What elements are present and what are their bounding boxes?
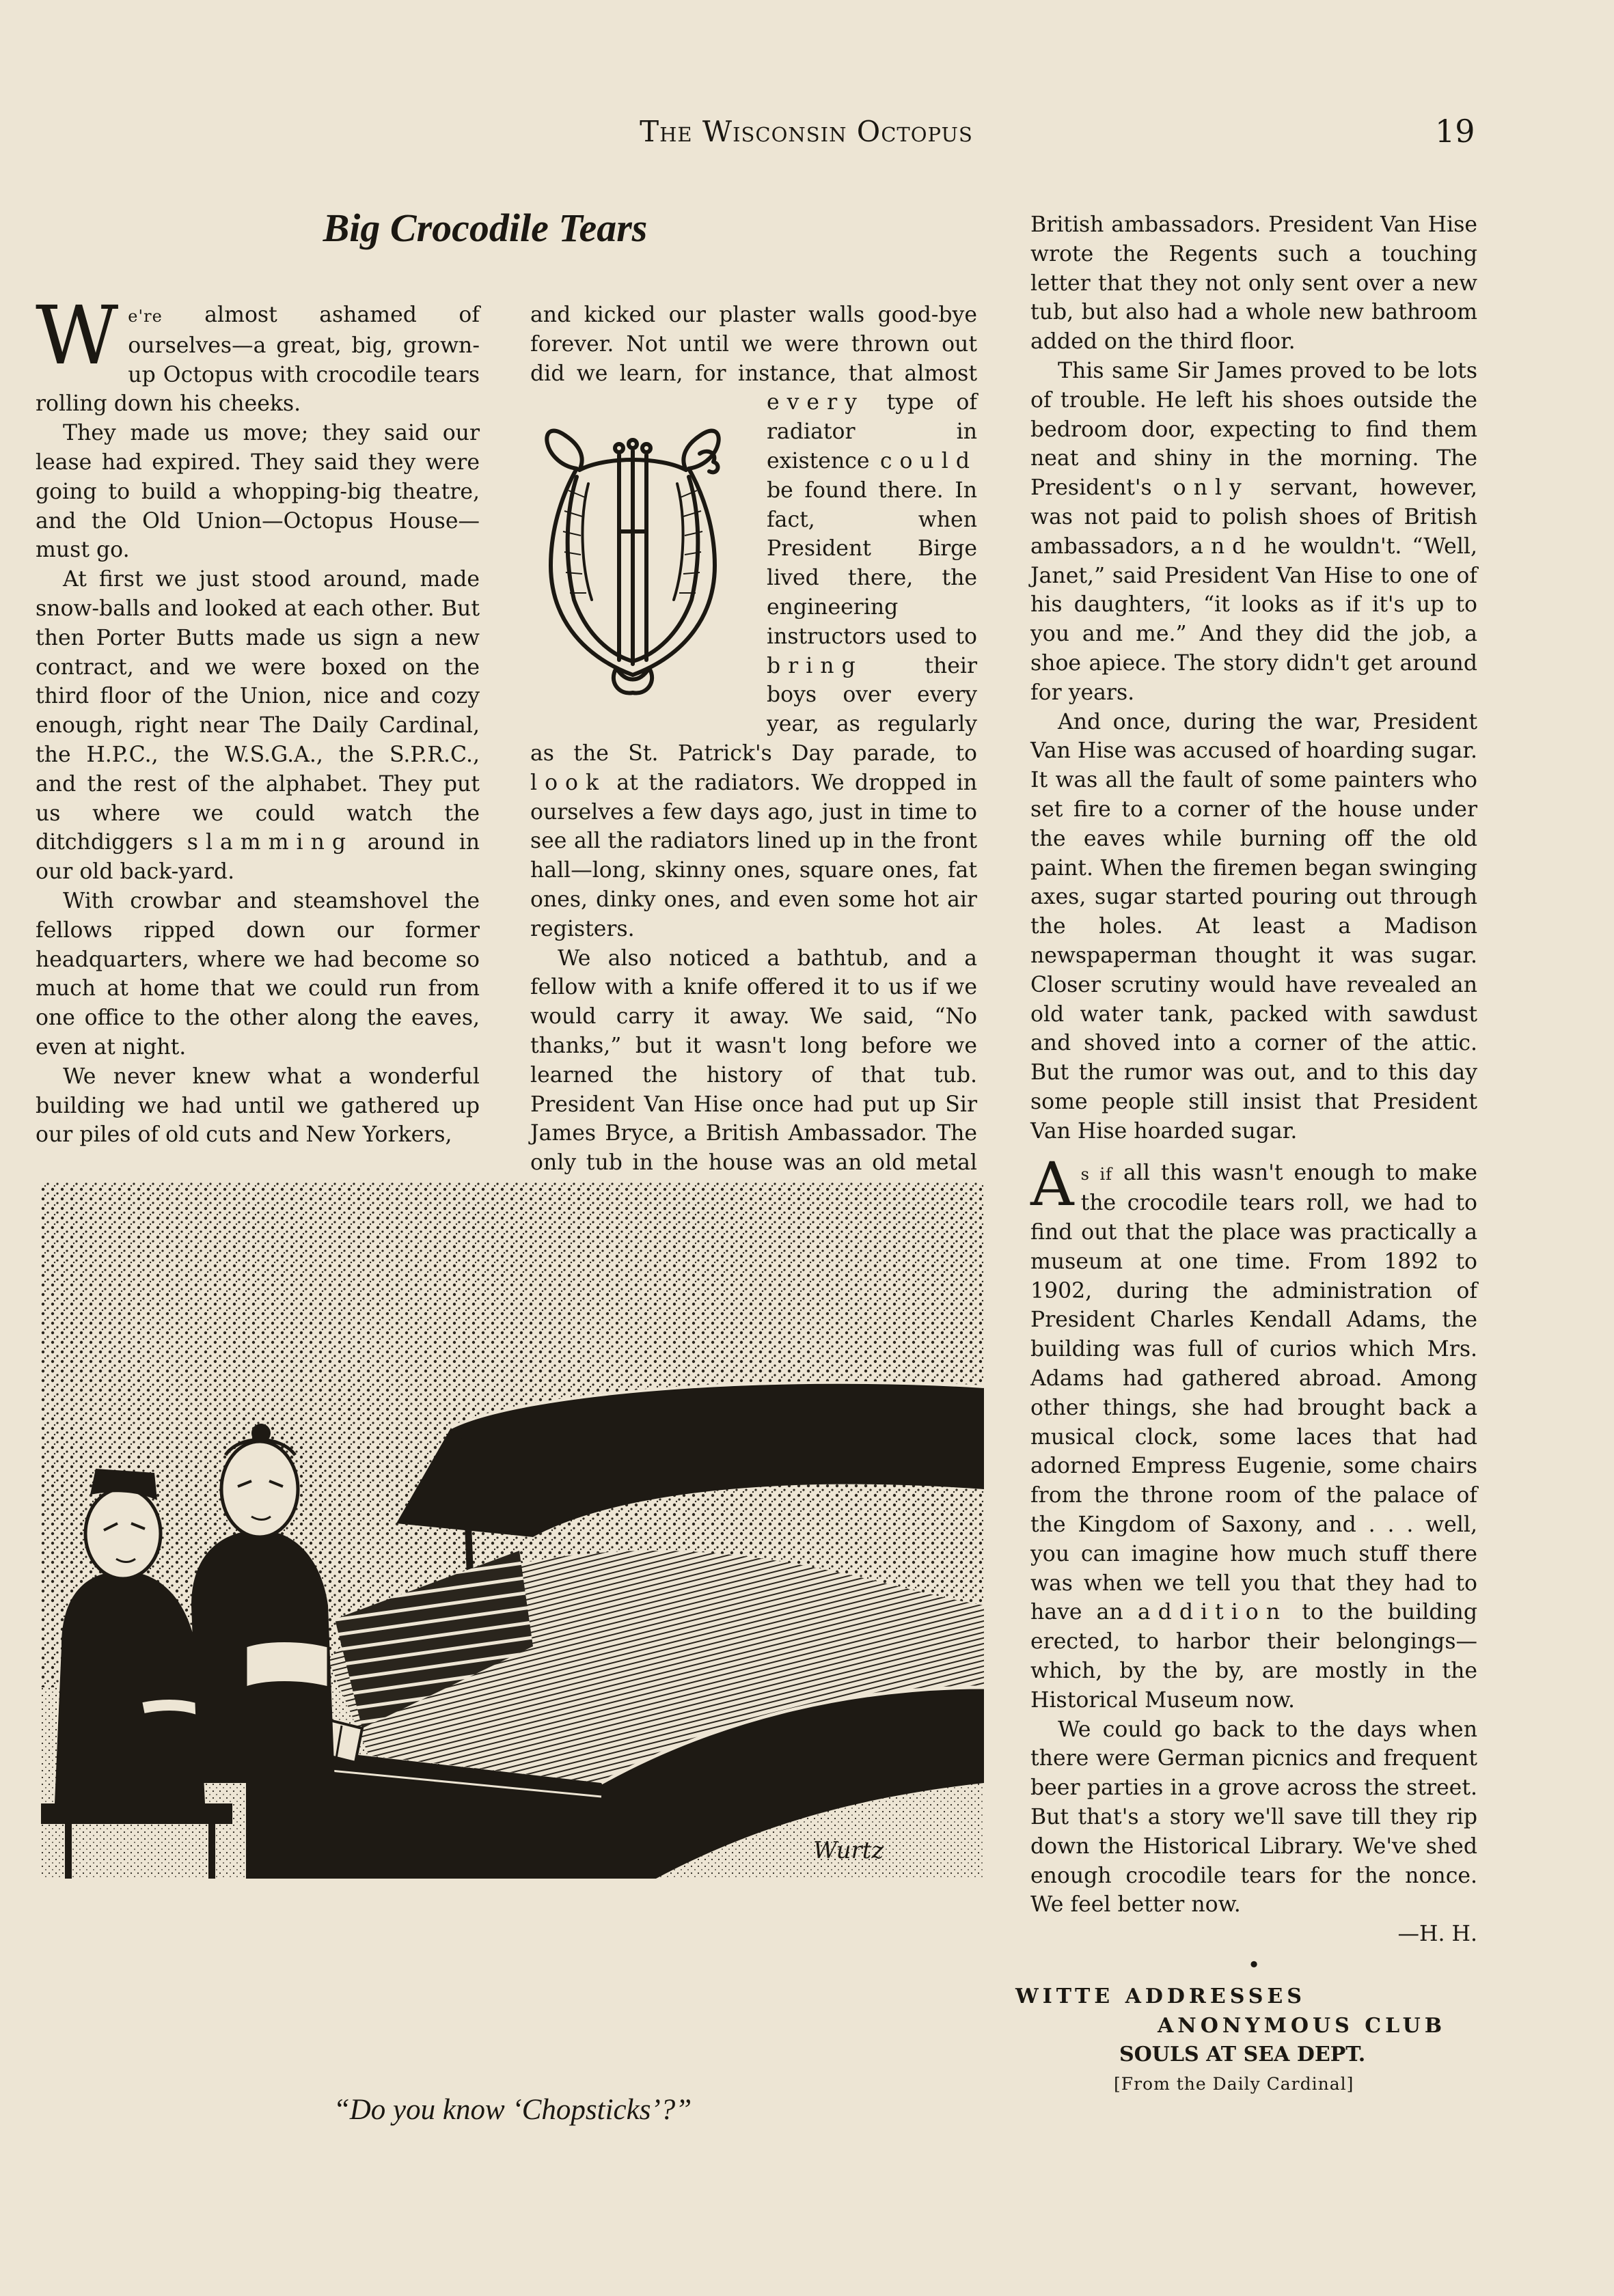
paragraph: We never knew what a wonderful building we had until we gathered up our piles of old cuts and New Yorkers, <box>36 1064 480 1148</box>
clipping-line: ANONYMOUS CLUB <box>1158 2013 1447 2038</box>
paragraph <box>1030 357 1477 708</box>
cartoon-signature: Wurtz <box>813 1837 884 1864</box>
spaced-word: and <box>1190 534 1254 559</box>
article-column-2 <box>530 301 977 1265</box>
paragraph-text: to the building erected, to harbor their belongings—which, by the by, are mostly in the Historical Museum now. <box>1030 1600 1477 1713</box>
article-column-3 <box>1015 210 1477 2099</box>
clipping-box <box>1015 1982 1477 2099</box>
spaced-word: could <box>879 448 977 473</box>
article-title: Big Crocodile Tears <box>323 206 648 250</box>
paragraph-text: almost ashamed of ourselves—a great, big, grown-up Octopus with crocodile tears rolling down his cheeks. <box>36 303 480 417</box>
paragraph: They made us move; they said our lease had expired. They said they were going to build a whopping-big theatre, and the Old Union—Octopus House—must go. <box>36 421 480 563</box>
paragraph-text: at the radiators. We dropped in ourselves a few days ago, just in time to see all the radiators lined up in the front hall—long, skinny ones, square ones, fat ones, dinky ones, and even some hot air registers. <box>530 770 977 941</box>
paragraph-text: This same Sir James proved to be lots of trouble. He left his shoes outside the bedroom door, expecting to find them neat and shiny in the morning. The President's <box>1030 358 1477 501</box>
drop-cap: A <box>1030 1148 1074 1219</box>
spaced-word: addition <box>1137 1600 1288 1625</box>
page-number: 19 <box>1435 113 1475 150</box>
paragraph: And once, during the war, President Van Hise was accused of hoarding sugar. It was all the fault of some painters who set fire to a corner of the house under the eaves while burning off the old paint. When the firemen began swinging axes, sugar started pouring out through the holes. At least a Madison newspaperman thought it was sugar. Closer scrutiny would have revealed an old water tank, packed with sawdust and shoved into a corner of the attic. But the rumor was out, and to this day some people still insist that President Van Hise hoarded sugar. <box>1030 709 1477 1144</box>
paragraph <box>530 301 977 944</box>
clipping-line: SOULS AT SEA DEPT. <box>1119 2043 1366 2067</box>
paragraph-text: be found there. In fact, when President Birge lived there, the engineering instructors used to <box>767 478 977 649</box>
smallcaps-lead: s if <box>1080 1164 1113 1184</box>
lyre-icon <box>523 388 756 713</box>
paragraph-text: around in our old back-yard. <box>36 830 480 885</box>
paragraph-text: all this wasn't enough to make the crocodile tears roll, we had to find out that the place was practically a museum at one time. From 1892 to 1902, during the administration of President Charles Kendall Adams, the building was full of curios which Mrs. Adams had gathered abroad. Among other things, she had brought back a musical clock, some laces that had adorned Empress Eugenie, some chairs from the throne room of the palace of the Kingdom of Saxony, and . . . well, you can imagine how much stuff there was when we tell you that they had to have an <box>1030 1160 1477 1625</box>
spaced-word: only <box>1173 475 1249 501</box>
lyre-illustration <box>530 388 763 713</box>
spaced-word: every <box>767 390 864 415</box>
paragraph: With crowbar and steamshovel the fellows ripped down our former headquarters, where we had become so much at home that we could run from one office to the other along the eaves, even at night. <box>36 888 480 1060</box>
clipping-line: WITTE ADDRESSES <box>1015 1984 1306 2008</box>
paragraph <box>36 565 480 887</box>
paragraph-text: he wouldn't. “Well, Janet,” said President Van Hise to one of his daughters, “it looks as if it's up to you and me.” And they did the job, a shoe apiece. The story didn't get around for years. <box>1030 534 1477 705</box>
separator-bullet: • <box>1247 1952 1261 1978</box>
piano-cartoon-icon <box>41 1168 984 1879</box>
running-title: The Wisconsin Octopus <box>640 115 973 148</box>
cartoon-caption: “Do you know ‘Chopsticks’?” <box>333 2094 692 2126</box>
spaced-word: slamming <box>187 830 354 855</box>
paragraph-text: and kicked our plaster walls good-bye forever. Not until we were thrown out did we learn, for instance, that almost <box>530 303 977 386</box>
clipping-source: [From the Daily Cardinal] <box>1114 2074 1354 2094</box>
drop-cap: W <box>36 288 119 383</box>
paragraph <box>36 288 480 419</box>
spaced-word: look <box>530 770 607 795</box>
paragraph: British ambassadors. President Van Hise wrote the Regents such a touching letter that they not only sent over a new tub, but also had a whole new bathroom added on the third floor. <box>1030 212 1477 355</box>
article-column-1 <box>36 288 480 1150</box>
paragraph <box>1030 1148 1477 1715</box>
paragraph-text: servant, however, was not paid to polish shoes of British ambassadors, <box>1030 475 1477 559</box>
paragraph: We could go back to the days when there were German picnics and frequent beer parties in a grove across the street. But that's a story we'll save till they rip down the Historical Library. We've shed enough crocodile tears for the nonce. We feel better now. <box>1030 1717 1477 1918</box>
cartoon-illustration <box>41 1168 984 1879</box>
article-signature: —H. H. <box>1397 1922 1477 1947</box>
smallcaps-lead: e're <box>128 307 163 326</box>
paragraph: We also noticed a bathtub, and a fellow with a knife offered it to us if we would carry it away. We said, “No thanks,” but it wasn't long before we learned the history of that tub. President Van Hise once had put up Sir James Bryce, a British Ambassador. The only tub in the house was an old metal <box>530 945 977 1176</box>
spaced-word: bring <box>767 653 863 678</box>
paragraph-text: their boys over every year, as regularly as the St. Patrick's Day parade, to <box>530 653 977 766</box>
paragraph-text: At first we just stood around, made snow-balls and looked at each other. But then Porter Butts made us sign a new contract, and we were boxed on the third floor of the Union, nice and cozy enough, right near The Daily Cardinal, the H.P.C., the W.S.G.A., the S.P.R.C., and the rest of the alphabet. They put us where we could watch the ditchdiggers <box>36 567 480 855</box>
paragraph-text: type of radiator in existence <box>767 390 977 473</box>
